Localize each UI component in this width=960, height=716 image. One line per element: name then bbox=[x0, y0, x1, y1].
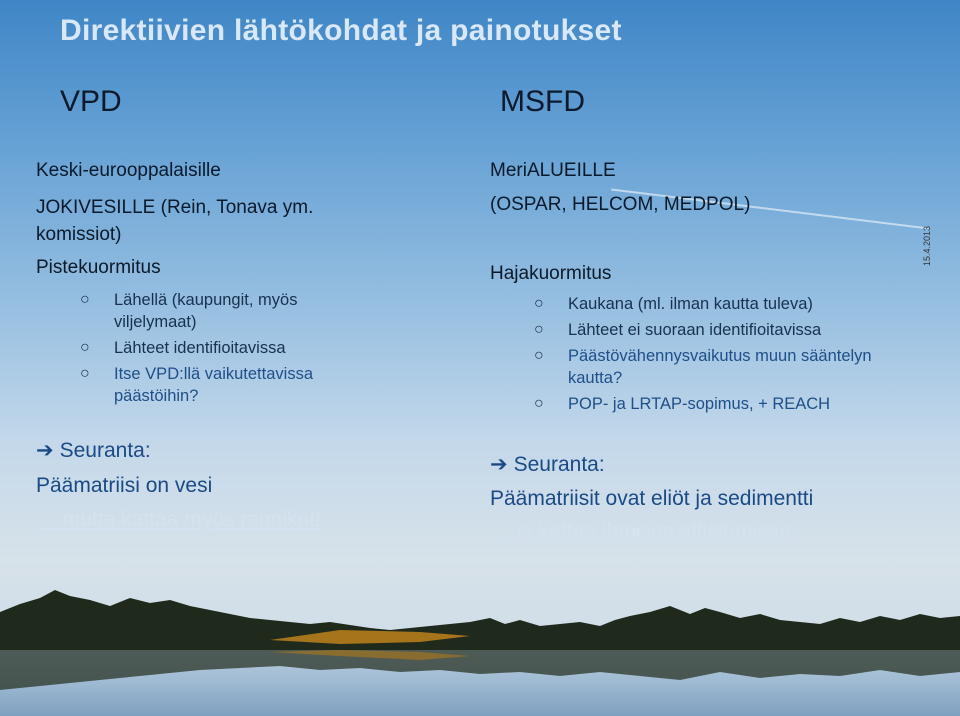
right-matriisi: Päämatriisit ovat eliöt ja sedimentti bbox=[490, 487, 814, 510]
right-altistuminen: … ja kattaa ihmisen altistumisen ! bbox=[490, 520, 803, 543]
arrow-right-icon: ➔ bbox=[36, 439, 54, 462]
bullet-circle-icon: ○ bbox=[534, 347, 544, 364]
bullet-circle-icon: ○ bbox=[534, 395, 544, 412]
right-bullet-list bbox=[534, 293, 874, 419]
bullet-circle-icon: ○ bbox=[534, 321, 544, 338]
left-bullet-list bbox=[80, 289, 380, 411]
left-line-1: Keski-eurooppalaisille bbox=[36, 160, 221, 181]
bullet-circle-icon: ○ bbox=[80, 339, 90, 356]
right-column-heading: MSFD bbox=[500, 85, 585, 118]
arrow-right-icon: ➔ bbox=[490, 453, 508, 476]
bullet-circle-icon: ○ bbox=[534, 295, 544, 312]
slide-date: 15.4.2013 bbox=[922, 225, 932, 266]
list-item: ○ Lähteet ei suoraan identifioitavissa bbox=[534, 321, 822, 339]
list-item: ○ POP- ja LRTAP-sopimus, + REACH bbox=[534, 395, 831, 413]
left-line-2: JOKIVESILLE (Rein, Tonava ym. bbox=[36, 197, 314, 218]
left-matriisi: Päämatriisi on vesi bbox=[36, 474, 213, 497]
left-line-4: Pistekuormitus bbox=[36, 257, 161, 278]
list-item: ○ Lähteet identifioitavissa bbox=[80, 339, 286, 357]
list-item: ○ Itse VPD:llä vaikutettavissa päästöihin? bbox=[80, 365, 313, 405]
left-line-3: komissiot) bbox=[36, 224, 122, 245]
bullet-circle-icon: ○ bbox=[80, 291, 90, 308]
list-item: ○ Lähellä (kaupungit, myös viljelymaat) bbox=[80, 291, 298, 331]
slide-title: Direktiivien lähtökohdat ja painotukset bbox=[60, 14, 622, 47]
right-line-1: MeriALUEILLE bbox=[490, 160, 616, 181]
right-line-2: (OSPAR, HELCOM, MEDPOL) bbox=[490, 194, 751, 215]
right-seuranta: ➔ Seuranta: bbox=[490, 453, 605, 476]
bullet-circle-icon: ○ bbox=[80, 365, 90, 382]
left-seuranta: ➔ Seuranta: bbox=[36, 439, 151, 462]
left-column-heading: VPD bbox=[60, 85, 122, 118]
right-line-3: Hajakuormitus bbox=[490, 263, 612, 284]
list-item: ○ Kaukana (ml. ilman kautta tuleva) bbox=[534, 295, 813, 313]
list-item: ○ Päästövähennysvaikutus muun sääntelyn kautta? bbox=[534, 347, 872, 387]
left-rannikot: … mutta kattaa myös rannikot! bbox=[36, 508, 321, 531]
